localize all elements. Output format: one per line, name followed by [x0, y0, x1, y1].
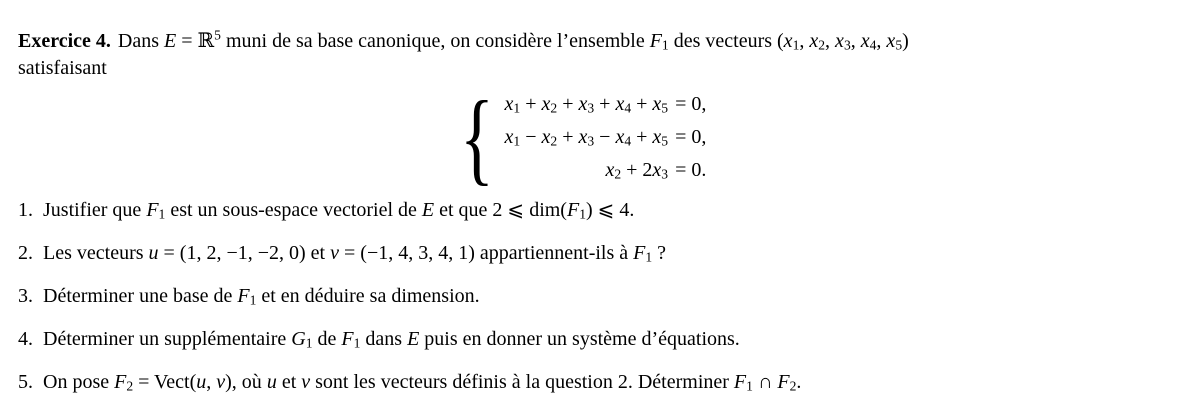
question-text	[43, 326, 1140, 352]
text-segment: 1	[792, 37, 800, 53]
equation-rows	[505, 88, 707, 187]
question-text	[43, 240, 1140, 266]
text-segment: x	[504, 125, 514, 148]
text-segment: x	[652, 125, 662, 148]
text-segment: F	[114, 371, 127, 393]
text-segment: F	[146, 199, 159, 221]
text-segment: ∩	[752, 371, 778, 393]
text-segment: v	[330, 242, 339, 264]
text-segment: F	[733, 371, 747, 393]
text-segment: 5	[895, 37, 903, 53]
equation-1-lhs	[505, 88, 669, 121]
text-segment: 1	[645, 249, 653, 265]
text-segment: 4	[624, 132, 632, 148]
question-number: 1.	[18, 199, 33, 221]
text-segment: 2	[789, 378, 797, 394]
text-segment: +	[557, 125, 579, 148]
text-segment: 5	[214, 27, 221, 43]
text-segment: x	[605, 158, 615, 181]
text-segment: ,	[850, 30, 861, 52]
text-segment: = Vect(	[133, 371, 197, 393]
text-segment: ,	[876, 30, 887, 52]
text-segment: 1	[579, 206, 586, 222]
text-segment: .	[796, 371, 802, 393]
text-segment: 2	[550, 132, 558, 148]
text-segment: x	[652, 158, 662, 181]
text-segment: = (−1, 4, 3, 4, 1) appartiennent-ils à	[339, 242, 634, 264]
question-number: 4.	[18, 328, 33, 350]
text-segment: +	[631, 92, 653, 115]
text-segment: 3	[587, 132, 595, 148]
text-segment: E	[407, 328, 420, 350]
text-segment: F	[566, 199, 580, 221]
text-segment: x	[860, 30, 870, 52]
text-segment: x	[541, 92, 551, 115]
text-segment: 2	[614, 165, 622, 181]
text-segment: −	[520, 125, 542, 148]
text-segment: Exercice 4.	[18, 30, 111, 52]
text-segment: 1	[513, 99, 521, 115]
text-segment: puis en donner un système d’équations.	[419, 328, 740, 350]
text-segment: u	[266, 371, 277, 393]
text-segment: ?	[652, 242, 667, 264]
text-segment: 2	[550, 99, 558, 115]
text-segment: = ℝ	[176, 30, 215, 52]
text-segment: 4	[624, 99, 632, 115]
text-segment: ,	[825, 30, 836, 52]
text-segment: 1	[158, 206, 166, 222]
question-number: 2.	[18, 242, 33, 264]
text-segment: Déterminer un supplémentaire	[43, 328, 292, 350]
text-segment: v	[301, 371, 311, 393]
text-segment: E	[164, 30, 177, 52]
text-segment: x	[615, 125, 625, 148]
text-segment: +	[631, 125, 653, 148]
text-segment: + 2	[621, 158, 653, 181]
text-segment: 2	[818, 37, 826, 53]
text-segment: G	[291, 328, 306, 350]
exercise-intro-line1	[18, 27, 1140, 55]
text-segment: F	[633, 242, 646, 264]
question-item-4	[18, 326, 1140, 352]
question-item-2	[18, 240, 1140, 266]
text-segment: x	[615, 92, 625, 115]
equation-system-body	[452, 79, 707, 195]
text-segment: des vecteurs (	[668, 30, 784, 52]
text-segment: F	[777, 371, 790, 393]
text-segment: 1	[661, 37, 669, 53]
text-segment: )	[902, 30, 909, 52]
text-segment: ,	[206, 371, 217, 393]
text-segment: 1	[513, 132, 521, 148]
text-segment: Les vecteurs	[43, 242, 149, 264]
text-segment: x	[886, 30, 896, 52]
question-item-3	[18, 283, 1140, 309]
text-segment: x	[541, 125, 551, 148]
text-segment: ,	[799, 30, 810, 52]
text-segment: u	[148, 242, 159, 264]
text-segment: = (1, 2, −1, −2, 0) et	[158, 242, 331, 264]
text-segment: et	[276, 371, 302, 393]
text-segment: F	[237, 285, 250, 307]
text-segment: +	[520, 92, 542, 115]
question-text	[43, 283, 1140, 309]
text-segment: 4	[869, 37, 877, 53]
question-number: 3.	[18, 285, 33, 307]
question-number: 5.	[18, 371, 33, 393]
text-segment: sont les vecteurs définis à la question 2. Déterminer	[310, 371, 734, 393]
text-segment: dans	[360, 328, 408, 350]
text-segment: est un sous-espace vectoriel de	[165, 199, 422, 221]
text-segment: 1	[249, 292, 257, 308]
text-segment: 3	[587, 99, 595, 115]
question-item-5	[18, 369, 1140, 395]
text-segment: x	[652, 92, 662, 115]
question-text	[43, 369, 1140, 395]
text-segment: 2	[126, 378, 134, 394]
text-segment: x	[504, 92, 514, 115]
text-segment: v	[216, 371, 226, 393]
text-segment: x	[578, 125, 588, 148]
text-segment: x	[578, 92, 588, 115]
equation-2-lhs	[505, 121, 669, 154]
text-segment: E	[421, 199, 435, 221]
text-segment: ), où	[225, 371, 267, 393]
question-list	[18, 197, 1140, 395]
text-segment: F	[341, 328, 354, 350]
text-segment: u	[196, 371, 207, 393]
text-segment: On pose	[43, 371, 115, 393]
text-segment: muni de sa base canonique, on considère l’ensemble	[220, 30, 650, 52]
text-segment: Dans	[117, 30, 165, 52]
question-text	[43, 197, 1140, 223]
text-segment: Déterminer une base de	[43, 285, 238, 307]
equation-1-rhs: = 0,	[675, 92, 707, 115]
question-item-1	[18, 197, 1140, 223]
text-segment: 5	[661, 132, 669, 148]
text-segment: −	[594, 125, 616, 148]
text-segment: x	[783, 30, 793, 52]
text-segment: et que 2 ⩽ dim(	[434, 199, 567, 221]
equation-2-rhs: = 0,	[675, 125, 707, 148]
text-segment: 1	[746, 378, 753, 394]
equation-3-lhs	[505, 154, 669, 187]
text-segment: Justifier que	[43, 199, 147, 221]
text-segment: 3	[661, 165, 669, 181]
text-segment: de	[312, 328, 342, 350]
text-segment: 5	[661, 99, 669, 115]
text-segment: et en déduire sa dimension.	[256, 285, 480, 307]
text-segment: 3	[843, 37, 851, 53]
equation-system	[18, 79, 1140, 195]
text-segment: 1	[353, 335, 361, 351]
exercise-intro-line2: satisfaisant	[18, 57, 107, 79]
system-left-brace: {	[459, 79, 494, 195]
text-segment: +	[594, 92, 616, 115]
text-segment: x	[809, 30, 819, 52]
text-segment: ) ⩽ 4.	[585, 199, 635, 221]
equation-3-rhs: = 0.	[675, 158, 707, 181]
text-segment: 1	[305, 335, 313, 351]
text-segment: x	[835, 30, 844, 52]
text-segment: F	[649, 30, 662, 52]
text-segment: +	[557, 92, 579, 115]
